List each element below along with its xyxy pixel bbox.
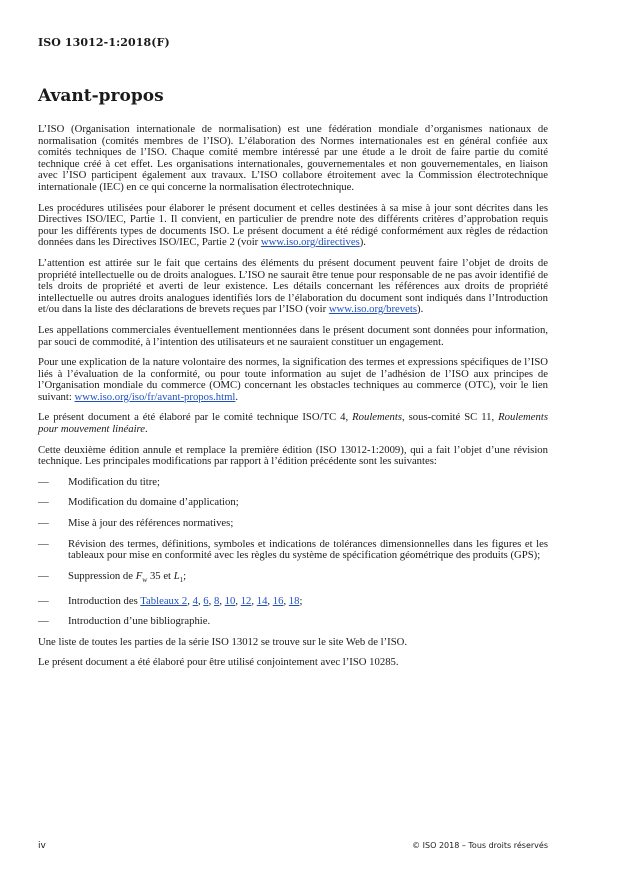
list-item: — Modification du domaine d’application; <box>38 496 239 509</box>
page-number: iv <box>38 841 46 851</box>
table-link[interactable]: 12 <box>240 594 252 607</box>
table-link[interactable]: 18 <box>288 594 300 607</box>
document-body <box>38 124 548 678</box>
table-link[interactable]: 4 <box>192 594 198 607</box>
paragraph-trade-names: Les appellations commerciales éventuellement mentionnées dans le présent document sont données pour information, par souci de commodité, à l’intention des utilisateurs et ne sauraient constituer un engagement. <box>38 323 548 348</box>
paragraph-iso-intro: L’ISO (Organisation internationale de normalisation) est une fédération mondiale d’organismes nationaux de normalisation (comités membres de l’ISO). L’élaboration des Normes internationales est en général confiée aux comités techniques de l’ISO. Chaque comité membre intéressé par une étude a le droit de faire partie du comité technique créé à cet effet. Les organisations internationales, gouvernementales et non gouvernementales, en liaison avec l’ISO participent également aux travaux. L’ISO collabore étroitement avec la Commission électrotechnique internationale (IEC) en ce qui concerne la normalisation électrotechnique. <box>38 123 548 193</box>
dash-bullet: — <box>38 569 49 582</box>
copyright-notice: © ISO 2018 – Tous droits réservés <box>412 841 548 850</box>
link-directives[interactable]: www.iso.org/directives <box>260 236 360 249</box>
paragraph-edition: Cette deuxième édition annule et remplace la première édition (ISO 13012-1:2009), qui a fait l’objet d’une révision technique. Les principales modifications par rapport à l’édition précédente sont les suivantes: <box>38 443 548 468</box>
table-link[interactable]: 8 <box>213 594 220 607</box>
document-id-header: ISO 13012-1:2018(F) <box>38 36 170 49</box>
paragraph-series: Une liste de toutes les parties de la série ISO 13012 se trouve sur le site Web de l’ISO. <box>38 635 408 648</box>
dash-bullet: — <box>38 615 49 628</box>
dash-bullet: — <box>38 475 49 488</box>
table-link[interactable]: Tableaux 2 <box>140 594 188 607</box>
table-link[interactable]: 14 <box>256 594 268 607</box>
link-brevets[interactable]: www.iso.org/brevets <box>328 303 418 316</box>
page-title: Avant-propos <box>38 86 164 106</box>
paragraph-iso-10285: Le présent document a été élaboré pour être utilisé conjointement avec l’ISO 10285. <box>38 656 399 669</box>
dash-bullet: — <box>38 537 49 550</box>
table-links: Tableaux 2, 4, 6, 8, 10, 12, 14, 16, 18 <box>140 594 300 607</box>
dash-bullet: — <box>38 594 49 607</box>
dash-bullet: — <box>38 496 49 509</box>
list-item: — Modification du titre; <box>38 475 161 488</box>
paragraph-procedures: Les procédures utilisées pour élaborer le présent document et celles destinées à sa mise à jour sont décrites dans les Directives ISO/IEC, Partie 1. Il convient, en particulier de prendre note des différents critères d’approbation requis pour les différents types de documents ISO. Le présent document a été rédigé conformément aux règles de rédaction données dans les Directives ISO/IEC, Partie 2 (voir www.iso.org/directives). <box>38 201 548 249</box>
dash-bullet: — <box>38 517 49 530</box>
table-link[interactable]: 6 <box>203 594 209 607</box>
paragraph-voluntary: Pour une explication de la nature volontaire des normes, la signification des termes et expressions spécifiques de l’ISO liés à l’évaluation de la conformité, ou pour toute information au sujet de l’adhésion de l’ISO aux principes de l’Organisation mondiale du commerce (OMC) concernant les obstacles techniques au commerce (OTC), voir le lien suivant: www.iso.org/iso/fr/avant-propos.html. <box>38 356 548 403</box>
paragraph-patents: L’attention est attirée sur le fait que certains des éléments du présent document peuvent faire l’objet de droits de propriété intellectuelle ou de droits analogues. L’ISO ne saurait être tenue pour responsable de ne pas avoir identifié de tels droits de propriété et averti de leur existence. Les détails concernant les références aux droits de propriété intellectuelle ou autres droits analogues identifiés lors de l’élaboration du document sont indiqués dans l’Introduction et/ou dans la liste des déclarations de brevets reçues par l’ISO (voir www.iso.org/brevets). <box>38 256 548 316</box>
table-link[interactable]: 16 <box>272 594 284 607</box>
list-item: — Mise à jour des références normatives; <box>38 517 234 530</box>
list-item: — Introduction des Tableaux 2, 4, 6, 8, 10, 12, 14, 16, 18; <box>38 594 303 607</box>
paragraph-committee: Le présent document a été élaboré par le comité technique ISO/TC 4, Roulements, sous-comité SC 11, Roulements pour mouvement linéaire. <box>38 411 548 436</box>
link-avant-propos[interactable]: www.iso.org/iso/fr/avant-propos.html <box>74 390 236 403</box>
table-link[interactable]: 10 <box>224 594 236 607</box>
list-item: — Introduction d’une bibliographie. <box>38 615 211 628</box>
list-item: — Suppression de $F_w$ 35 et $L_1$; <box>38 571 548 587</box>
list-item: — Révision des termes, définitions, symboles et indications de tolérances dimensionnelles dans les figures et les tableaux pour mise en conformité avec les règles du système de spécification géométrique des produits (GPS); <box>38 537 548 562</box>
